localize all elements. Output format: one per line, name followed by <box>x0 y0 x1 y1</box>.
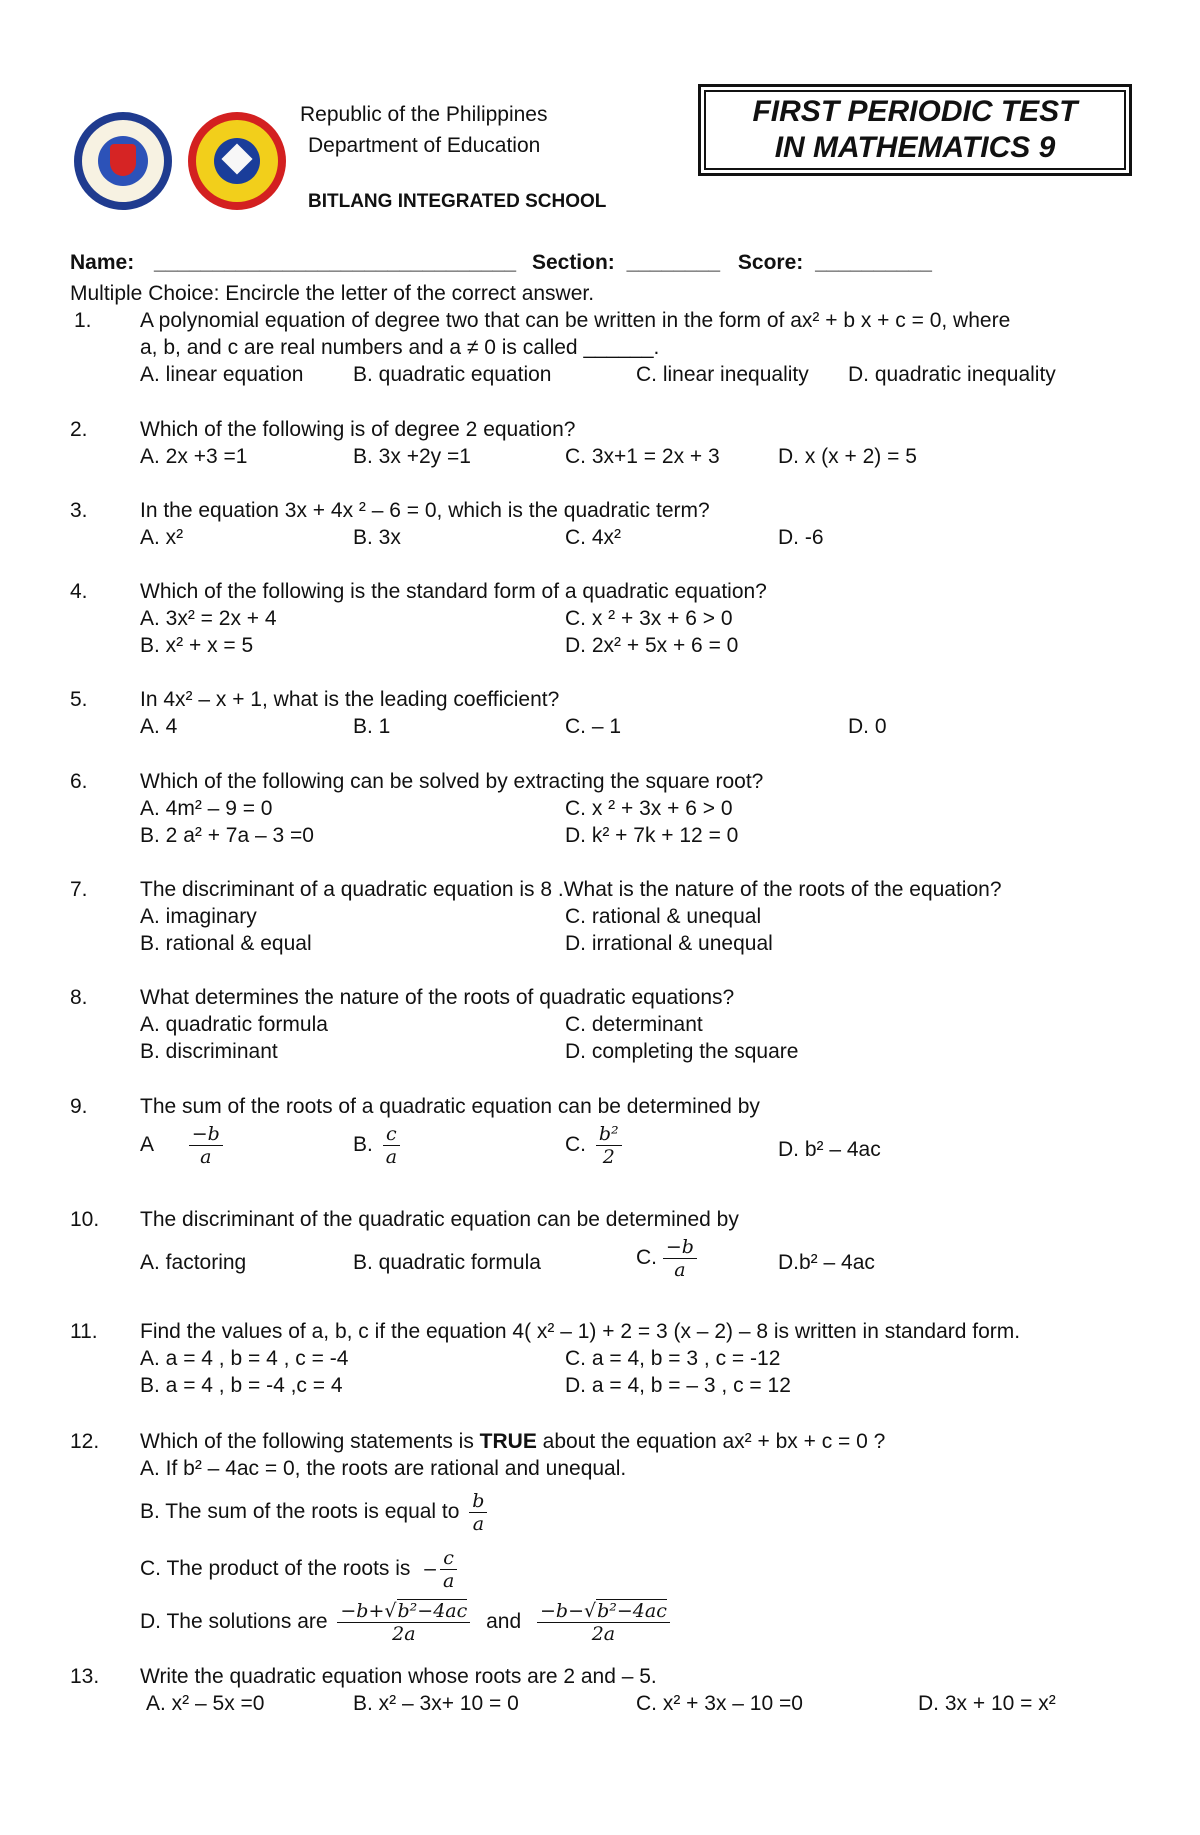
choice-d[interactable] <box>778 1138 881 1162</box>
question-text: The sum of the roots of a quadratic equation can be determined by <box>140 1095 760 1118</box>
score-label: Score: <box>737 251 804 274</box>
question-number: 13. <box>70 1665 100 1688</box>
choice-d[interactable]: D. -6 <box>778 526 824 549</box>
choice-text: B. The sum of the roots is equal to <box>140 1500 460 1524</box>
fraction <box>337 1600 470 1645</box>
choice-c[interactable] <box>636 1236 701 1281</box>
question-text-part: Which of the following statements is <box>140 1430 480 1453</box>
choice-b[interactable]: B. quadratic equation <box>353 363 552 386</box>
choice-c[interactable] <box>565 1123 626 1168</box>
choice-b[interactable] <box>140 1490 491 1535</box>
question-text: The discriminant of a quadratic equation is 8 .What is the nature of the roots of the equation? <box>140 878 1002 901</box>
numerator: c <box>440 1547 457 1570</box>
numerator: −b <box>189 1123 223 1146</box>
numerator: −b <box>663 1236 697 1259</box>
choice-a[interactable]: A. x² – 5x =0 <box>146 1692 265 1715</box>
choice-d[interactable]: D. x (x + 2) = 5 <box>778 445 917 468</box>
question-text <box>140 1430 885 1454</box>
name-label: Name: <box>70 251 135 274</box>
choice-a[interactable]: A. 3x² = 2x + 4 <box>140 607 277 630</box>
score-field[interactable]: __________ <box>815 251 932 274</box>
expression: b² – 4ac <box>804 1138 881 1161</box>
choice-c[interactable]: C. 3x+1 = 2x + 3 <box>565 445 720 468</box>
question-number: 11. <box>70 1320 98 1343</box>
conjunction: and <box>486 1610 522 1634</box>
choice-d[interactable]: D. quadratic inequality <box>848 363 1056 386</box>
question-number: 5. <box>70 688 88 711</box>
test-title-box <box>698 84 1132 176</box>
choice-c[interactable] <box>140 1547 461 1592</box>
student-info-row <box>70 251 932 275</box>
denominator: a <box>472 1513 485 1535</box>
choice-d[interactable]: D. irrational & unequal <box>565 932 773 955</box>
choice-c[interactable]: C. rational & unequal <box>565 905 762 928</box>
denominator: a <box>442 1570 455 1592</box>
choice-b[interactable]: B. 3x +2y =1 <box>353 445 471 468</box>
expression: b² – 4ac <box>799 1251 875 1274</box>
section-field[interactable]: ________ <box>626 251 721 274</box>
deped-seal-icon <box>74 112 172 210</box>
choice-letter: C. <box>636 1246 657 1270</box>
question-number: 10. <box>70 1208 100 1231</box>
question-text: a, b, and c are real numbers and a ≠ 0 is called ______. <box>140 336 660 359</box>
question-text: Which of the following is of degree 2 equation? <box>140 418 576 441</box>
choice-a[interactable]: A. linear equation <box>140 363 304 386</box>
fraction <box>383 1123 400 1168</box>
question-text: Which of the following is the standard form of a quadratic equation? <box>140 580 767 603</box>
choice-letter: A <box>140 1133 153 1157</box>
question-text: Write the quadratic equation whose roots are 2 and – 5. <box>140 1665 657 1688</box>
denominator: 2a <box>392 1623 416 1645</box>
choice-b[interactable]: B. 3x <box>353 526 401 549</box>
emphasis-true: TRUE <box>479 1430 537 1453</box>
question-text: Which of the following can be solved by extracting the square root? <box>140 770 764 793</box>
choice-b[interactable]: B. 1 <box>353 715 391 738</box>
test-title-line1: FIRST PERIODIC TEST <box>752 95 1078 128</box>
fraction <box>663 1236 697 1281</box>
choice-a[interactable]: A. 4 <box>140 715 178 738</box>
choice-text: C. The product of the roots is <box>140 1557 411 1581</box>
choice-b[interactable]: B. rational & equal <box>140 932 312 955</box>
choice-c[interactable]: C. 4x² <box>565 526 622 549</box>
question-number: 8. <box>70 986 88 1009</box>
choice-b[interactable]: B. x² – 3x+ 10 = 0 <box>353 1692 519 1715</box>
choice-a[interactable]: A. factoring <box>140 1251 247 1274</box>
question-text: The discriminant of the quadratic equation can be determined by <box>140 1208 739 1231</box>
division-seal-icon <box>188 112 286 210</box>
numerator: b² <box>596 1123 622 1146</box>
choice-c[interactable]: C. linear inequality <box>636 363 809 386</box>
question-text-part: about the equation <box>536 1430 723 1453</box>
header-republic: Republic of the Philippines <box>300 103 548 126</box>
denominator: a <box>200 1146 212 1168</box>
choice-c[interactable]: C. determinant <box>565 1013 703 1036</box>
question-number: 2. <box>70 418 88 441</box>
section-label: Section: <box>531 251 615 274</box>
fraction <box>440 1547 457 1592</box>
radicand: b²−4ac <box>597 1600 667 1622</box>
choice-b[interactable]: B. quadratic formula <box>353 1251 541 1274</box>
numerator: c <box>383 1123 400 1146</box>
numerator: −b+√ <box>340 1600 397 1622</box>
choice-d[interactable]: D. 0 <box>848 715 887 738</box>
school-name: BITLANG INTEGRATED SCHOOL <box>308 191 607 212</box>
minus-sign: – <box>424 1557 436 1581</box>
choice-b[interactable]: B. a = 4 , b = -4 ,c = 4 <box>140 1374 343 1397</box>
choice-d[interactable]: D. 2x² + 5x + 6 = 0 <box>565 634 739 657</box>
choice-d[interactable] <box>778 1251 875 1275</box>
name-field[interactable]: _______________________________ <box>154 251 517 274</box>
choice-letter: D. <box>778 1138 799 1161</box>
choice-a[interactable]: A. If b² – 4ac = 0, the roots are rational and unequal. <box>140 1457 627 1480</box>
choice-a[interactable]: A. 4m² – 9 = 0 <box>140 797 273 820</box>
choice-c[interactable]: C. x ² + 3x + 6 > 0 <box>565 607 733 630</box>
question-text: In the equation 3x + 4x ² – 6 = 0, which is the quadratic term? <box>140 499 710 522</box>
test-title-line2: IN MATHEMATICS 9 <box>774 131 1056 164</box>
choice-a[interactable] <box>140 1123 227 1168</box>
fraction <box>189 1123 223 1168</box>
choice-d[interactable]: D. k² + 7k + 12 = 0 <box>565 824 739 847</box>
choice-letter: C. <box>565 1133 586 1157</box>
denominator: 2 <box>602 1146 615 1168</box>
question-number: 3. <box>70 499 88 522</box>
choice-b[interactable]: B. 2 a² + 7a – 3 =0 <box>140 824 314 847</box>
choice-a[interactable]: A. 2x +3 =1 <box>140 445 248 468</box>
header-department: Department of Education <box>308 134 541 157</box>
choice-a[interactable]: A. x² <box>140 526 184 549</box>
choice-a[interactable]: A. a = 4 , b = 4 , c = -4 <box>140 1347 349 1370</box>
choice-letter: D. <box>778 1251 799 1274</box>
choice-b[interactable]: B. discriminant <box>140 1040 278 1063</box>
question-number: 7. <box>70 878 88 901</box>
fraction <box>596 1123 622 1168</box>
numerator: −b−√ <box>540 1600 597 1622</box>
choice-d[interactable]: D. 3x + 10 = x² <box>918 1692 1056 1715</box>
choice-b[interactable] <box>353 1123 404 1168</box>
question-text: Find the values of a, b, c if the equation 4( x² – 1) + 2 = 3 (x – 2) – 8 is written in standard form. <box>140 1320 1021 1343</box>
question-number: 6. <box>70 770 88 793</box>
question-text: What determines the nature of the roots of quadratic equations? <box>140 986 735 1009</box>
equation: ax² + bx + c = 0 ? <box>722 1430 886 1453</box>
choice-d[interactable]: D. completing the square <box>565 1040 799 1063</box>
choice-a[interactable]: A. imaginary <box>140 905 257 928</box>
choice-b[interactable]: B. x² + x = 5 <box>140 634 254 657</box>
choice-c[interactable]: C. x ² + 3x + 6 > 0 <box>565 797 733 820</box>
choice-c[interactable]: C. x² + 3x – 10 =0 <box>636 1692 803 1715</box>
question-text: A polynomial equation of degree two that can be written in the form of ax² + b x + c = 0, where <box>140 309 1011 332</box>
question-number: 4. <box>70 580 88 603</box>
denominator: a <box>674 1259 686 1281</box>
fraction <box>469 1490 487 1535</box>
radicand: b²−4ac <box>397 1600 468 1622</box>
question-number: 9. <box>70 1095 88 1118</box>
choice-c[interactable]: C. – 1 <box>565 715 622 738</box>
choice-d[interactable]: D. a = 4, b = – 3 , c = 12 <box>565 1374 791 1397</box>
instructions: Multiple Choice: Encircle the letter of the correct answer. <box>70 282 595 305</box>
question-number: 1. <box>74 309 92 332</box>
numerator: b <box>469 1490 487 1513</box>
choice-letter: B. <box>353 1133 373 1157</box>
choice-d[interactable] <box>140 1600 674 1645</box>
denominator: a <box>385 1146 398 1168</box>
question-text: In 4x² – x + 1, what is the leading coefficient? <box>140 688 560 711</box>
choice-a[interactable]: A. quadratic formula <box>140 1013 328 1036</box>
denominator: 2a <box>591 1623 616 1645</box>
fraction <box>537 1600 670 1645</box>
choice-text: D. The solutions are <box>140 1610 328 1634</box>
choice-c[interactable]: C. a = 4, b = 3 , c = -12 <box>565 1347 781 1370</box>
question-number: 12. <box>70 1430 100 1453</box>
